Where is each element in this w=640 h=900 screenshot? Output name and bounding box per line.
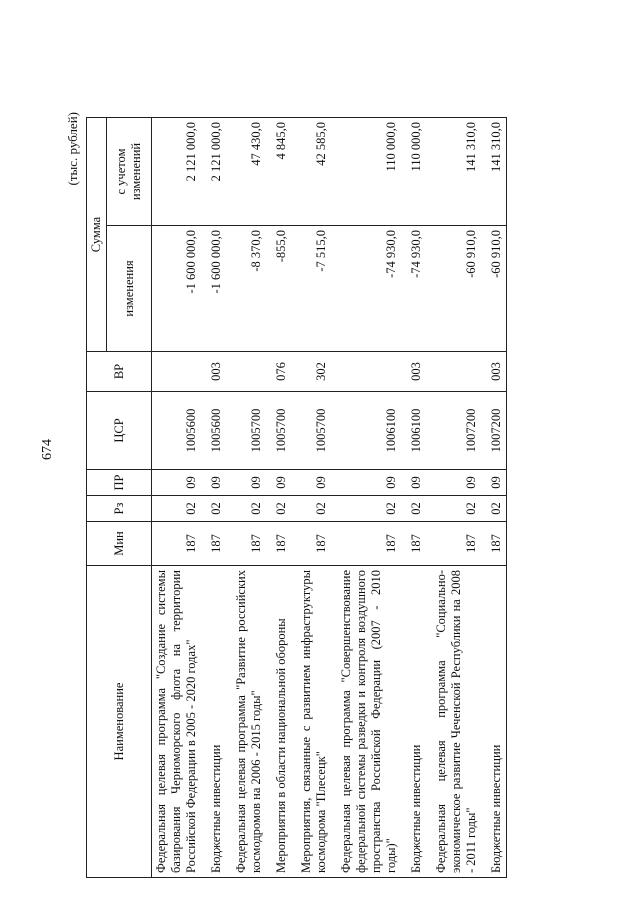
table-row <box>201 118 226 878</box>
row-pr: 09 <box>152 470 202 496</box>
row-pr: 09 <box>291 470 331 496</box>
row-rz: 02 <box>291 496 331 522</box>
row-csr: 1005600 <box>152 392 202 470</box>
row-vr: 003 <box>201 352 226 392</box>
header-with-changes: с учетом изменений <box>107 118 152 226</box>
header-min: Мин <box>87 522 152 566</box>
row-name: Бюджетные инвестиции <box>201 566 226 878</box>
page-number: 674 <box>40 439 55 460</box>
row-min: 187 <box>331 522 401 566</box>
table-row <box>291 118 331 878</box>
row-min: 187 <box>481 522 507 566</box>
row-csr: 1005700 <box>291 392 331 470</box>
row-vr: 076 <box>266 352 291 392</box>
header-pr: ПР <box>87 470 152 496</box>
header-rz: Рз <box>87 496 152 522</box>
row-vr: 003 <box>481 352 507 392</box>
row-rz: 02 <box>426 496 481 522</box>
header-csr: ЦСР <box>87 392 152 470</box>
row-changes: -60 910,0 <box>426 226 481 352</box>
row-pr: 09 <box>201 470 226 496</box>
row-csr: 1006100 <box>331 392 401 470</box>
row-rz: 02 <box>266 496 291 522</box>
row-rz: 02 <box>226 496 266 522</box>
table-row <box>266 118 291 878</box>
row-rz: 02 <box>401 496 426 522</box>
row-changes: -1 600 000,0 <box>201 226 226 352</box>
row-min: 187 <box>201 522 226 566</box>
row-min: 187 <box>426 522 481 566</box>
row-with-changes: 2 121 000,0 <box>201 118 226 226</box>
row-with-changes: 141 310,0 <box>426 118 481 226</box>
row-name: Федеральная целевая программа "Совершенствование федеральной системы разведки и контроля воздушного пространства Российской Федерации (2007 - 2010 годы)" <box>331 566 401 878</box>
row-name: Бюджетные инвестиции <box>481 566 507 878</box>
row-name: Мероприятия в области национальной обороны <box>266 566 291 878</box>
table-body <box>152 118 507 878</box>
row-min: 187 <box>291 522 331 566</box>
row-pr: 09 <box>426 470 481 496</box>
table-row <box>226 118 266 878</box>
row-pr: 09 <box>401 470 426 496</box>
row-changes: -7 515,0 <box>291 226 331 352</box>
row-changes: -74 930,0 <box>331 226 401 352</box>
row-with-changes: 110 000,0 <box>331 118 401 226</box>
table-row <box>481 118 507 878</box>
row-min: 187 <box>226 522 266 566</box>
row-pr: 09 <box>481 470 507 496</box>
units-note: (тыс. рублей) <box>65 112 80 186</box>
row-pr: 09 <box>331 470 401 496</box>
row-pr: 09 <box>266 470 291 496</box>
row-rz: 02 <box>481 496 507 522</box>
row-with-changes: 2 121 000,0 <box>152 118 202 226</box>
row-rz: 02 <box>201 496 226 522</box>
row-vr <box>152 352 202 392</box>
row-with-changes: 42 585,0 <box>291 118 331 226</box>
row-vr <box>331 352 401 392</box>
row-changes: -60 910,0 <box>481 226 507 352</box>
row-min: 187 <box>401 522 426 566</box>
table-row <box>426 118 481 878</box>
row-csr: 1005600 <box>201 392 226 470</box>
header-changes: изменения <box>107 226 152 352</box>
row-csr: 1005700 <box>266 392 291 470</box>
row-changes: -74 930,0 <box>401 226 426 352</box>
row-with-changes: 4 845,0 <box>266 118 291 226</box>
row-with-changes: 110 000,0 <box>401 118 426 226</box>
row-pr: 09 <box>226 470 266 496</box>
row-name: Федеральная целевая программа "Создание системы базирования Черноморского флота на территории Российской Федерации в 2005 - 2020 годах" <box>152 566 202 878</box>
row-csr: 1007200 <box>481 392 507 470</box>
row-with-changes: 141 310,0 <box>481 118 507 226</box>
row-changes: -1 600 000,0 <box>152 226 202 352</box>
table-row <box>331 118 401 878</box>
header-name: Наименование <box>87 566 152 878</box>
row-changes: -855,0 <box>266 226 291 352</box>
row-vr: 003 <box>401 352 426 392</box>
row-name: Федеральная целевая программа "Социально-экономическое развитие Чеченской Республики на 2008 - 2011 годы" <box>426 566 481 878</box>
header-sum: Сумма <box>87 118 107 352</box>
row-vr: 302 <box>291 352 331 392</box>
row-min: 187 <box>152 522 202 566</box>
budget-table <box>86 117 507 878</box>
row-rz: 02 <box>331 496 401 522</box>
header-vr: ВР <box>87 352 152 392</box>
row-changes: -8 370,0 <box>226 226 266 352</box>
row-name: Федеральная целевая программа "Развитие российских космодромов на 2006 - 2015 годы" <box>226 566 266 878</box>
row-vr <box>226 352 266 392</box>
table-header <box>87 118 152 878</box>
row-name: Бюджетные инвестиции <box>401 566 426 878</box>
row-csr: 1007200 <box>426 392 481 470</box>
row-rz: 02 <box>152 496 202 522</box>
row-min: 187 <box>266 522 291 566</box>
row-csr: 1006100 <box>401 392 426 470</box>
row-name: Мероприятия, связанные с развитием инфраструктуры космодрома "Плесецк" <box>291 566 331 878</box>
table-row <box>152 118 202 878</box>
row-csr: 1005700 <box>226 392 266 470</box>
row-vr <box>426 352 481 392</box>
table-row <box>401 118 426 878</box>
row-with-changes: 47 430,0 <box>226 118 266 226</box>
